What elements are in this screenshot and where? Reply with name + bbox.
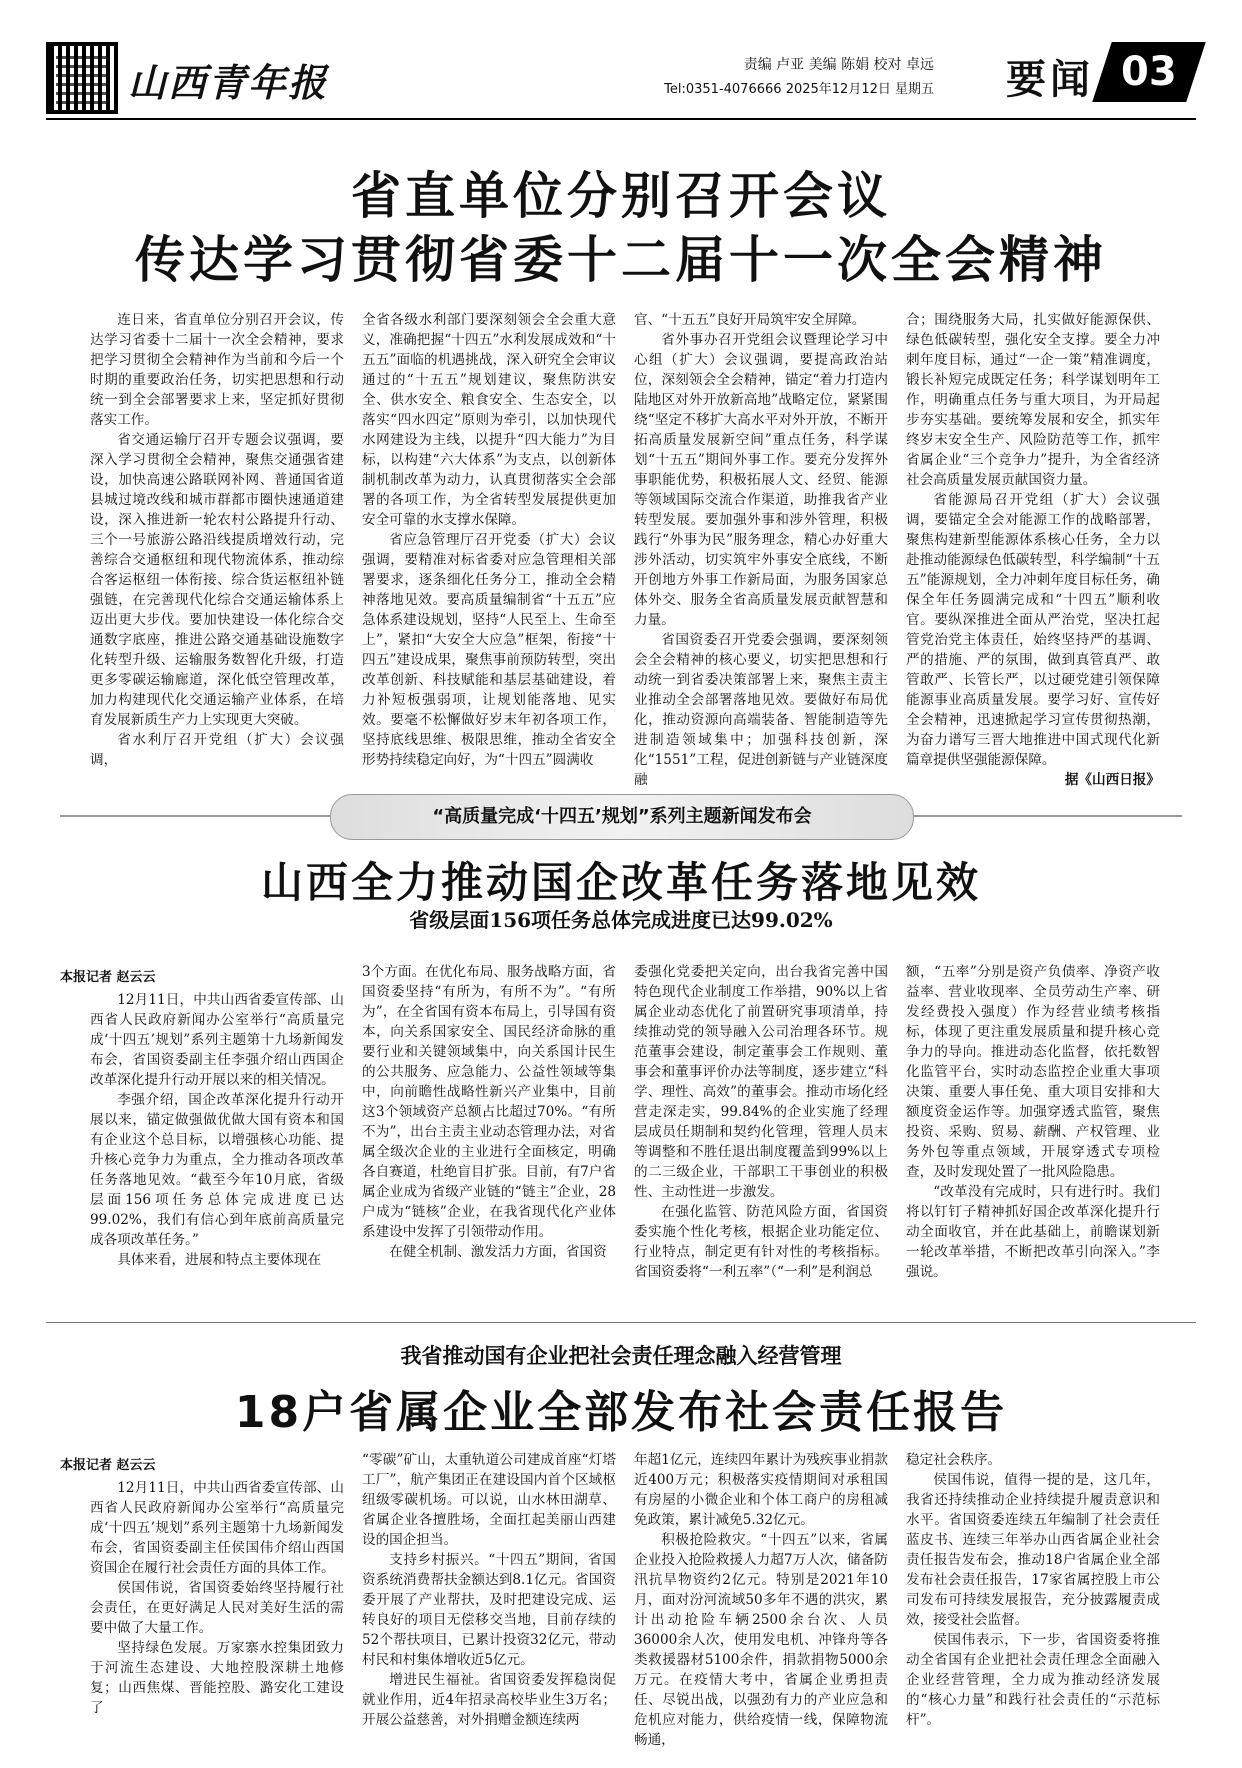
paragraph: “改革没有完成时，只有进行时。我们将以钉钉子精神抓好国企改革深化提升行动全面收官，并在此基础上，前瞻谋划新一轮改革举措，不断把改革引向深入。”李强说。 — [906, 1184, 1160, 1280]
paragraph: 省交通运输厅召开专题会议强调，要深入学习贯彻全会精神，聚焦交通强省建设，加快高速公路联网补网、普通国省道县城过境改线和城市群都市圈快速通道建设，深入推进新一轮农村公路提升行动、三个一号旅游公路沿线提质增效行动，完善综合交通枢纽和现代物流体系，推动综合客运枢纽一体衔接、综合货运枢纽补链强链，在完善现代化综合交通运输体系上迈出更大步伐。要加快建设一体化综合交通数字底座，推进公路交通基础设施数字化转型升级、运输服务数智化升级，打造更多零碳运输廊道，深化低空管理改革，加力构建现代化交通运输产业体系，在培育发展新质生产力上实现更大突破。 — [90, 432, 344, 728]
article2-col1 — [90, 990, 344, 1296]
paragraph: 额，“五率”分别是资产负债率、净资产收益率、营业收现率、全员劳动生产率、研发经费投入强度）作为经营业绩考核指标，体现了更注重发展质量和提升核心竞争力的导向。推进动态化监督，依托数智化监管平台，实时动态监控企业重大事项决策、重要人事任免、重大项目安排和大额度资金运作等。加强穿透式监管，聚焦投资、采购、贸易、薪酬、产权管理、业务外包等重点领域，开展穿透式专项检查，及时发现处置了一批风险隐患。 — [906, 964, 1160, 1180]
paragraph — [906, 770, 1160, 790]
article1-col1 — [90, 310, 344, 776]
page-number: 03 — [1092, 42, 1205, 102]
article2-byline: 本报记者 赵云云 — [60, 970, 156, 985]
paragraph: 侯国伟表示，下一步，省国资委将推动全省国有企业把社会责任理念全面融入企业经营管理，全力成为推动经济发展的“核心力量”和践行社会责任的“示范标杆”。 — [906, 1632, 1160, 1728]
article2-col2 — [362, 962, 616, 1296]
qr-code-icon — [46, 42, 118, 114]
article3-title: 18户省属企业全部发布社会责任报告 — [234, 1387, 1008, 1438]
paragraph: “零碳”矿山，太重轨道公司建成首座“灯塔工厂”，航产集团正在建设国内首个区域枢纽级零碳机场。可以说，山水林田湖草、省属企业各擅胜场，全面扛起美丽山西建设的国企担当。 — [362, 1452, 616, 1548]
paragraph: 李强介绍，国企改革深化提升行动开展以来，锚定做强做优做大国有资本和国有企业这个总目标，以增强核心功能、提升核心竞争力为重点，全力推动各项改革任务落地见效。“截至今年10月底，省级层面156项任务总体完成进度已达99.02%，我们有信心到年底前高质量完成各项改革任务。” — [90, 1092, 344, 1248]
paragraph: 支持乡村振兴。“十四五”期间，省国资系统消费帮扶金额达到8.1亿元。省国资委开展了产业帮扶，及时把建设完成、运转良好的项目无偿移交当地，目前存续的52个帮扶项目，已累计投资32亿元，带动村民和村集体增收近5亿元。 — [362, 1552, 616, 1668]
date: 2025年12月12日 星期五 — [785, 82, 934, 97]
paragraph: 连日来，省直单位分别召开会议，传达学习省委十二届十一次全会精神，要求把学习贯彻全会精神作为当前和今后一个时期的重要政治任务，切实把思想和行动统一到全会部署要求上来，坚定抓好贯彻落实工作。 — [90, 312, 344, 428]
paragraph: 12月11日，中共山西省委宣传部、山西省人民政府新闻办公室举行“高质量完成‘十四五’规划”系列主题第十九场新闻发布会，省国资委副主任侯国伟介绍山西国资国企在履行社会责任方面的具体工作。 — [90, 1480, 344, 1576]
paragraph: 在健全机制、激发活力方面，省国资 — [389, 1244, 607, 1260]
article2-col3 — [634, 962, 888, 1296]
article1-col3 — [634, 310, 888, 788]
paragraph: 委强化党委把关定向，出台我省完善中国特色现代企业制度工作举措，90%以上省属企业动态优化了前置研究事项清单，持续推动党的领导融入公司治理各环节。规范董事会建设，制定董事会工作规则、董事会和董事评价办法等制度，逐步建立“科学、理性、高效”的董事会。推动市场化经营走深走实，99.84%的企业实施了经理层成员任期制和契约化管理，管理人员末等调整和不胜任退出制度覆盖到99%以上的二三级企业，干部职工干事创业的积极性、主动性进一步激发。 — [634, 964, 888, 1200]
source-credit: 据《山西日报》 — [1064, 772, 1160, 788]
paragraph: 全省各级水利部门要深刻领会全会重大意义，准确把握“十四五”水利发展成效和“十五五”面临的机遇挑战，深入研究全会审议通过的“十五五”规划建议，聚焦防洪安全、供水安全、粮食安全、生态安全，以落实“四水四定”原则为牵引，以加快现代水网建设为主线，以提升“四大能力”为目标，以构建“六大体系”为支点，以创新体制机制改革为动力，认真贯彻落实全会部署的各项工作，为全省转型发展提供更加安全可靠的水支撑水保障。 — [362, 312, 616, 528]
masthead-rule — [46, 118, 1196, 120]
paragraph: 合；围绕服务大局，扎实做好能源保供、绿色低碳转型，强化安全支撑。要全力冲刺年度目标，通过“一企一策”精准调度，锻长补短完成既定任务；科学谋划明年工作，明确重点任务与重大项目，为开局起步夯实基础。要统筹发展和安全，抓实年终岁末安全生产、风险防范等工作，抓牢省属企业“三个竞争力”提升，为全省经济社会高质量发展贡献国资力量。 — [906, 312, 1160, 488]
article2-subtitle: 省级层面156项任务总体完成进度已达99.02% — [409, 908, 833, 932]
article-separator — [46, 1322, 1196, 1323]
paragraph: 稳定社会秩序。 — [906, 1452, 1002, 1468]
editors-line: 责编 卢亚 美编 陈娟 校对 卓远 — [743, 57, 934, 73]
article1-body — [90, 310, 1160, 788]
article1-col4 — [906, 310, 1160, 788]
series-banner: “高质量完成‘十四五’规划”系列主题新闻发布会 — [330, 794, 914, 840]
paragraph: 年超1亿元，连续四年累计为残疾事业捐款近400万元；积极落实疫情期间对承租国有房屋的小微企业和个体工商户的房租减免政策，累计减免5.32亿元。 — [634, 1452, 888, 1528]
article3-col3 — [634, 1450, 888, 1758]
section-name: 要闻 — [1006, 56, 1094, 103]
dateline — [664, 78, 934, 97]
paragraph: 在强化监管、防范风险方面，省国资委实施个性化考核，根据企业功能定位、行业特点，制定更有针对性的考核指标。省国资委将“一利五率”（“一利”是利润总 — [634, 1204, 888, 1280]
paragraph: 积极抢险救灾。“十四五”以来，省属企业投入抢险救援人力超7万人次，储备防汛抗旱物资约2亿元。特别是2021年10月，面对汾河流域50多年不遇的洪灾，累计出动抢险车辆2500余台次、人员36000余人次，使用发电机、冲锋舟等各类救援器材5100余件，捐款捐物5000余万元。在疫情大考中，省属企业勇担责任、尽锐出战，以强劲有力的产业应急和危机应对能力，供给疫情一线，保障物流畅通， — [634, 1532, 888, 1748]
paragraph: 省外事办召开党组会议暨理论学习中心组（扩大）会议强调，要提高政治站位，深刻领会全会精神，锚定“着力打造内陆地区对外开放新高地”战略定位，紧紧围绕“坚定不移扩大高水平对外开放，不断开拓高质量发展新空间”重点任务，科学谋划“十五五”期间外事工作。要充分发挥外事职能优势，积极拓展人文、经贸、能源等领域国际交流合作渠道，助推我省产业转型发展。要加强外事和涉外管理，积极践行“外事为民”服务理念，精心办好重大涉外活动，切实筑牢外事安全底线，不断开创地方外事工作新局面，为服务国家总体外交、服务全省高质量发展贡献智慧和力量。 — [634, 332, 888, 628]
article1-title-line1: 省直单位分别召开会议 — [351, 167, 891, 225]
masthead — [46, 42, 1196, 122]
phone: Tel:0351-4076666 — [664, 82, 782, 97]
paragraph: 具体来看，进展和特点主要体现在 — [117, 1252, 322, 1268]
paragraph: 侯国伟说，省国资委始终坚持履行社会责任，在更好满足人民对美好生活的需要中做了大量工作。 — [90, 1580, 344, 1636]
article3-col1 — [90, 1478, 344, 1758]
paragraph: 增进民生福祉。省国资委发挥稳岗促就业作用，近4年招录高校毕业生3万名；开展公益慈善，对外捐赠金额连续两 — [362, 1672, 616, 1728]
article3-kicker: 我省推动国有企业把社会责任理念融入经营管理 — [400, 1343, 842, 1368]
paragraph: 省国资委召开党委会强调，要深刻领会全会精神的核心要义，切实把思想和行动统一到省委决策部署上来，聚焦主责主业推动全会部署落地见效。要做好布局优化，推动资源向高端装备、智能制造等先进制造领域集中；加强科技创新，深化“1551”工程，促进创新链与产业链深度融 — [634, 632, 888, 788]
article1-title-line2: 传达学习贯彻省委十二届十一次全会精神 — [135, 231, 1107, 289]
article2-col4 — [906, 962, 1160, 1296]
paragraph: 官、“十五五”良好开局筑牢安全屏障。 — [634, 312, 866, 328]
paragraph: 12月11日，中共山西省委宣传部、山西省人民政府新闻办公室举行“高质量完成‘十四五’规划”系列主题第十九场新闻发布会，省国资委副主任李强介绍山西国企改革深化提升行动开展以来的相关情况。 — [90, 992, 344, 1088]
paragraph: 省能源局召开党组（扩大）会议强调，要锚定全会对能源工作的战略部署，聚焦构建新型能源体系核心任务，全力以赴推动能源绿色低碳转型，科学编制“十五五”能源规划，全力冲刺年度目标任务，确保全年任务圆满完成和“十四五”顺利收官。要纵深推进全面从严治党，坚决扛起管党治党主体责任，始终坚持严的基调、严的措施、严的氛围，做到真管真严、敢管敢严、长管长严，以过硬党建引领保障能源事业高质量发展。要学习好、宣传好全会精神，迅速掀起学习宣传贯彻热潮，为奋力谱写三晋大地推进中国式现代化新篇章提供坚强能源保障。 — [906, 492, 1160, 768]
paragraph: 省应急管理厅召开党委（扩大）会议强调，要精准对标省委对应急管理相关部署要求，逐条细化任务分工，推动全会精神落地见效。要高质量编制省“十五五”应急体系建设规划，坚持“人民至上、生命至上”，紧扣“大安全大应急”框架，衔接“十四五”建设成果，聚焦事前预防转型，突出改革创新、科技赋能和基层基础建设，着力补短板强弱项，让规划能落地、见实效。要毫不松懈做好岁末年初各项工作，坚持底线思维、极限思维，推动全省安全形势持续稳定向好，为“十四五”圆满收 — [362, 532, 616, 768]
article3-col4 — [906, 1450, 1160, 1758]
article3-col2 — [362, 1450, 616, 1758]
banner-line-left — [60, 815, 330, 817]
paragraph: 侯国伟说，值得一提的是，这几年，我省还持续推动企业持续提升履责意识和水平。省国资委连续五年编制了社会责任蓝皮书、连续三年举办山西省属企业社会责任报告发布会，推动18户省属企业全部发布社会责任报告，17家省属控股上市公司发布可持续发展报告，充分披露履责成效，接受社会监督。 — [906, 1472, 1160, 1628]
newspaper-logo: 山西青年报 — [128, 60, 329, 105]
article3-byline: 本报记者 赵云云 — [60, 1458, 156, 1473]
paragraph: 3个方面。在优化布局、服务战略方面，省国资委坚持“有所为，有所不为”。“有所为”，在全省国有资本布局上，引导国有资本，向关系国家安全、国民经济命脉的重要行业和关键领域集中，向关系国计民生的公共服务、应急能力、公益性领域等集中，向前瞻性战略性新兴产业集中，目前这3个领域资产总额占比超过70%。“有所不为”，出台主责主业动态管理办法，对省属全级次企业的主业进行全面核定，明确各自赛道，杜绝盲目扩张。目前，有7户省属企业成为省级产业链的“链主”企业，28户成为“链核”企业，在我省现代化产业体系建设中发挥了引领带动作用。 — [362, 964, 616, 1240]
paragraph: 坚持绿色发展。万家寨水控集团致力于河流生态建设、大地控股深耕土地修复；山西焦煤、晋能控股、潞安化工建设了 — [90, 1640, 344, 1716]
article1-col2 — [362, 310, 616, 776]
paragraph: 省水利厅召开党组（扩大）会议强调， — [90, 732, 344, 768]
banner-line-right — [912, 815, 1182, 817]
article2-title: 山西全力推动国企改革任务落地见效 — [260, 858, 981, 907]
